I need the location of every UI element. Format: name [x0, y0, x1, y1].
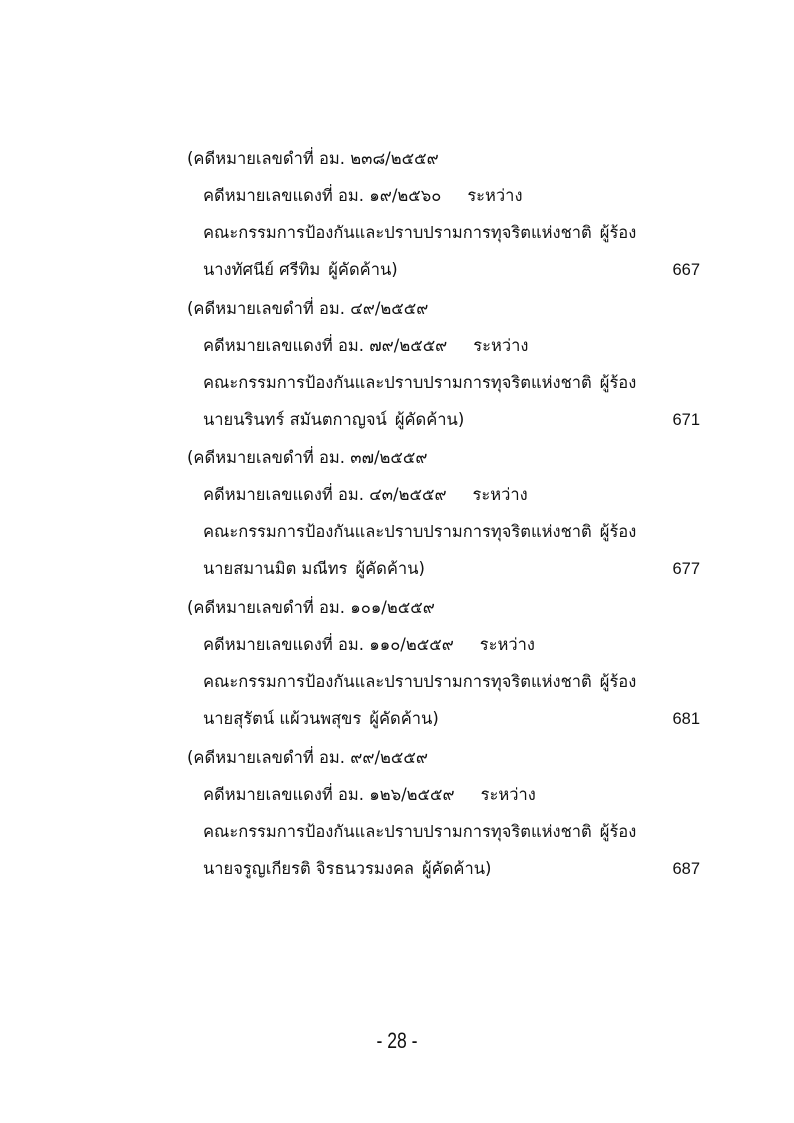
plaintiff-role: ผู้ร้อง	[599, 522, 637, 541]
defendant-line	[203, 859, 491, 879]
red-case-number: คดีหมายเลขแดงที่ อม. ๔๓/๒๕๕๙	[203, 485, 447, 504]
black-case-number: (คดีหมายเลขดำที่ อม. ๒๓๘/๒๕๕๙	[187, 149, 439, 168]
plaintiff-line	[203, 822, 636, 842]
plaintiff-line	[203, 223, 636, 243]
defendant-name: นางทัศนีย์ ศรีทิม	[203, 260, 321, 279]
index-page-number: 671	[672, 411, 700, 429]
plaintiff-role: ผู้ร้อง	[599, 822, 637, 841]
between-label: ระหว่าง	[479, 635, 535, 654]
plaintiff-line	[203, 373, 636, 393]
index-page-number: 681	[672, 710, 700, 728]
between-label: ระหว่าง	[480, 785, 536, 804]
black-case-number: (คดีหมายเลขดำที่ อม. ๑๐๑/๒๕๕๙	[187, 598, 435, 617]
defendant-role: ผู้คัดค้าน)	[355, 559, 425, 578]
defendant-name: นายสมานมิต มณีทร	[203, 559, 348, 578]
case-entry	[0, 299, 794, 449]
defendant-role: ผู้คัดค้าน)	[422, 859, 492, 878]
plaintiff-line	[203, 522, 636, 542]
plaintiff-name: คณะกรรมการป้องกันและปราบปรามการทุจริตแห่งชาติ	[203, 223, 592, 242]
defendant-name: นายสุรัตน์ แผ้วนพสุขร	[203, 709, 362, 728]
page-number-footer: - 28 -	[376, 1028, 418, 1053]
plaintiff-line	[203, 672, 636, 692]
plaintiff-name: คณะกรรมการป้องกันและปราบปรามการทุจริตแห่งชาติ	[203, 373, 592, 392]
defendant-line	[203, 559, 425, 579]
plaintiff-name: คณะกรรมการป้องกันและปราบปรามการทุจริตแห่งชาติ	[203, 672, 592, 691]
red-case-number: คดีหมายเลขแดงที่ อม. ๑๒๖/๒๕๕๙	[203, 785, 455, 804]
defendant-role: ผู้คัดค้าน)	[394, 410, 465, 429]
red-case-line	[203, 485, 528, 505]
plaintiff-name: คณะกรรมการป้องกันและปราบปรามการทุจริตแห่งชาติ	[203, 822, 592, 841]
defendant-name: นายนรินทร์ สมันตกาญจน์	[203, 410, 387, 429]
black-case-number: (คดีหมายเลขดำที่ อม. ๓๗/๒๕๕๙	[187, 448, 428, 467]
black-case-number: (คดีหมายเลขดำที่ อม. ๔๙/๒๕๕๙	[187, 299, 429, 318]
case-entry	[0, 149, 794, 299]
plaintiff-role: ผู้ร้อง	[599, 672, 637, 691]
red-case-number: คดีหมายเลขแดงที่ อม. ๑๙/๒๕๖๐	[203, 186, 442, 205]
between-label: ระหว่าง	[467, 186, 523, 205]
plaintiff-name: คณะกรรมการป้องกันและปราบปรามการทุจริตแห่งชาติ	[203, 522, 592, 541]
red-case-line	[203, 186, 523, 206]
red-case-number: คดีหมายเลขแดงที่ อม. ๗๙/๒๕๕๙	[203, 336, 448, 355]
index-page-number: 677	[672, 560, 700, 578]
red-case-line	[203, 635, 535, 655]
defendant-name: นายจรูญเกียรติ จิรธนวรมงคล	[203, 859, 415, 878]
black-case-number: (คดีหมายเลขดำที่ อม. ๙๙/๒๕๕๙	[187, 748, 428, 767]
defendant-role: ผู้คัดค้าน)	[328, 260, 398, 279]
between-label: ระหว่าง	[473, 336, 529, 355]
defendant-line	[203, 410, 464, 430]
index-page-number: 687	[672, 860, 700, 878]
red-case-number: คดีหมายเลขแดงที่ อม. ๑๑๐/๒๕๕๙	[203, 635, 454, 654]
case-entry	[0, 748, 794, 898]
case-entry	[0, 448, 794, 598]
plaintiff-role: ผู้ร้อง	[599, 373, 637, 392]
plaintiff-role: ผู้ร้อง	[599, 223, 637, 242]
defendant-line	[203, 709, 439, 729]
defendant-role: ผู้คัดค้าน)	[369, 709, 439, 728]
red-case-line	[203, 785, 536, 805]
between-label: ระหว่าง	[472, 485, 528, 504]
defendant-line	[203, 260, 398, 280]
case-entry	[0, 598, 794, 748]
index-page-number: 667	[672, 261, 700, 279]
red-case-line	[203, 336, 528, 356]
